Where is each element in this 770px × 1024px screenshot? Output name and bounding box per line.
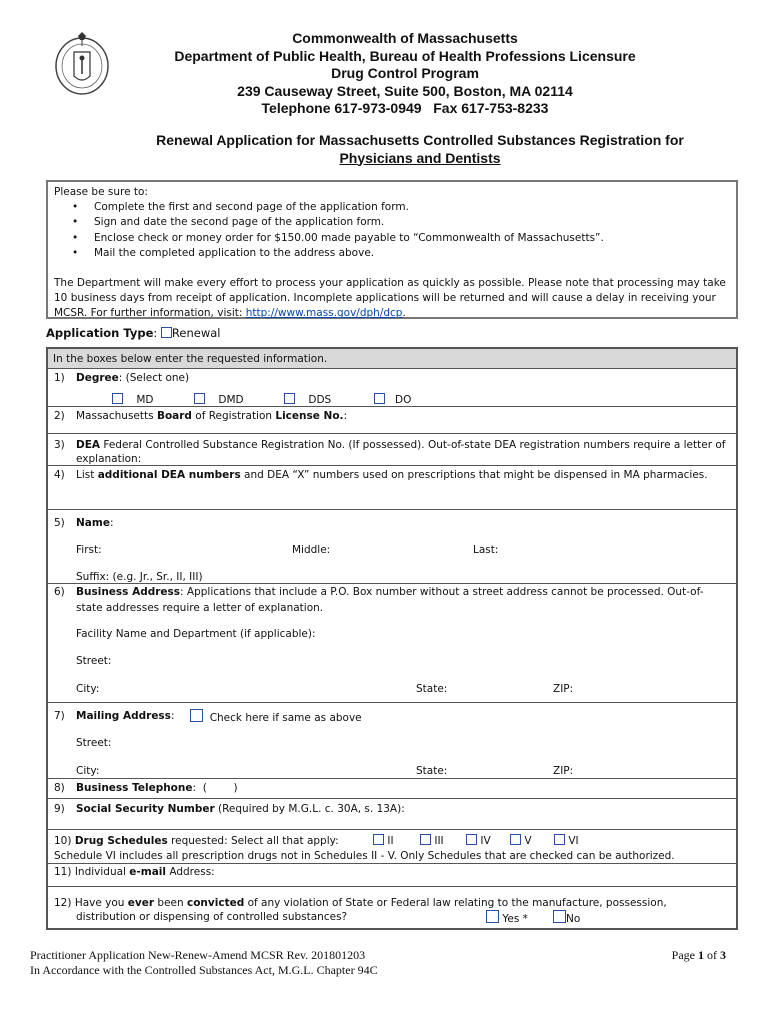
q12-text-mid: been [154,897,187,909]
q1-number: 1) [54,372,65,384]
instructions-box [46,180,738,319]
q8-label: Business Telephone [76,782,193,794]
schedule-iii-option[interactable] [420,834,444,847]
q11-bold: e-mail [129,866,167,878]
q2-number: 2) [54,410,65,422]
schedule-iii-label: III [434,835,444,847]
divider [48,829,736,830]
middle-name-field[interactable]: Middle: [292,544,331,556]
q5-label: Name [76,517,110,529]
application-type-label: Application Type [46,326,154,340]
last-name-field[interactable]: Last: [473,544,499,556]
schedule-vi-note: Schedule VI includes all prescription drugs not in Schedules II - V. Only Schedules that are checked can be authorized. [54,850,675,862]
divider [48,863,736,864]
q7-label: Mailing Address [76,710,171,722]
list-item: • Mail the completed application to the address above. [94,246,730,261]
renewal-label: Renewal [171,326,221,340]
q11-text: Individual [74,866,130,878]
processing-note-end: . [402,307,406,320]
application-form [46,347,738,930]
degree-option-md[interactable] [112,393,154,406]
q2-bold-board: Board [156,410,192,422]
business-street-field[interactable]: Street: [76,655,112,667]
renewal-checkbox[interactable] [161,327,172,338]
footer-line-1: Practitioner Application New-Renew-Amend MCSR Rev. 201801203 [30,948,366,962]
q2-field[interactable] [76,410,347,422]
q3-number: 3) [54,439,65,451]
divider [48,465,736,466]
q8-number: 8) [54,782,65,794]
q12-text-post: of any violation of State or Federal law relating to the manufacture, possession, [244,897,667,909]
schedule-iv-label: IV [480,835,491,847]
title-line-2: Physicians and Dentists [339,149,501,166]
footer [30,948,378,978]
schedule-ii-label: II [387,835,394,847]
q9-label: Social Security Number [76,803,215,815]
q6-text: : Applications that include a P.O. Box number without a street address cannot be processed. Out-of- [180,586,704,598]
facility-field[interactable]: Facility Name and Department (if applicable): [76,628,316,640]
form-instructions-row: In the boxes below enter the requested information. [48,349,736,369]
dds-label: DDS [308,394,332,406]
q7-number: 7) [54,710,65,722]
no-checkbox[interactable] [553,910,566,923]
divider [48,406,736,407]
q4-field[interactable] [76,469,708,481]
mailing-state-field[interactable]: State: [416,765,448,777]
schedule-iii-checkbox[interactable] [420,834,431,845]
divider [48,583,736,584]
page-of: of [704,948,720,962]
degree-option-do[interactable] [374,393,411,406]
business-city-field[interactable]: City: [76,683,100,695]
same-as-above-option[interactable] [190,709,362,724]
q8-text: : ( ) [192,782,238,794]
schedule-vi-option[interactable] [554,834,579,847]
q10-number: 10) [54,835,72,847]
same-as-above-checkbox[interactable] [190,709,203,722]
dds-checkbox[interactable] [284,393,295,404]
q2-text: Massachusetts [76,410,157,422]
processing-note-1: The Department will make every effort to process your application as quickly as possible. Please note that processing may take [54,277,726,290]
q6-label: Business Address [76,586,181,598]
q4-text: List [76,469,98,481]
total-pages: 3 [720,948,726,962]
q2-colon: : [343,410,348,422]
yes-label: Yes * [502,913,528,925]
ssn-field[interactable] [76,803,405,815]
title-line-1: Renewal Application for Massachusetts Controlled Substances Registration for [156,132,684,148]
schedule-v-label: V [524,835,532,847]
q12-number: 12) [54,897,72,909]
q3-text-2: explanation: [76,453,142,465]
q10-label: Drug Schedules [74,835,168,847]
mailing-city-field[interactable]: City: [76,765,100,777]
divider [48,702,736,703]
q6-text-2: state addresses require a letter of explanation. [76,602,324,614]
agency-header [140,30,670,118]
current-page: 1 [698,948,704,962]
q2-text-mid: of Registration [191,410,276,422]
email-field[interactable] [54,866,215,878]
dcp-website-link[interactable]: http://www.mass.gov/dph/dcp [245,307,403,320]
q3-bold: DEA [76,439,101,451]
q3-text: Federal Controlled Substance Registration No. (If possessed). Out-of-state DEA registration numbers require a letter of [100,439,726,451]
business-telephone-field[interactable] [76,782,238,794]
no-label: No [566,913,581,925]
instructions-intro: Please be sure to: [54,186,148,198]
yes-checkbox[interactable] [486,910,499,923]
q1-label: Degree [76,372,119,384]
divider [48,798,736,799]
mailing-zip-field[interactable]: ZIP: [553,765,574,777]
do-checkbox[interactable] [374,393,385,404]
divider [48,886,736,887]
list-item: • Sign and date the second page of the application form. [94,215,730,230]
q6-number: 6) [54,586,65,598]
application-type-colon: : [153,326,158,340]
q4-bold: additional DEA numbers [97,469,241,481]
mailing-street-field[interactable]: Street: [76,737,112,749]
q12-bold-convicted: convicted [186,897,245,909]
processing-note-3: MCSR. For further information, visit: [54,307,246,320]
q2-bold-license: License No. [275,410,344,422]
q11-number: 11) [54,866,72,878]
dmd-checkbox[interactable] [194,393,205,404]
header-line-3: Drug Control Program [331,65,479,81]
footer-line-2: In Accordance with the Controlled Substances Act, M.G.L. Chapter 94C [30,963,378,977]
q1-hint: : (Select one) [118,372,190,384]
divider [48,433,736,434]
do-label: DO [395,394,412,406]
degree-option-dds[interactable] [284,393,331,406]
conviction-yes-option[interactable] [486,910,528,925]
schedule-ii-checkbox[interactable] [373,834,384,845]
md-label: MD [136,394,154,406]
business-zip-field[interactable]: ZIP: [553,683,574,695]
q3-field[interactable] [76,439,725,451]
schedule-vi-checkbox[interactable] [554,834,565,845]
list-item: • Enclose check or money order for $150.00 made payable to “Commonwealth of Massachusetts”. [94,231,730,246]
schedule-vi-label: VI [568,835,579,847]
q10-text: requested: Select all that apply: [167,835,339,847]
header-line-5: Telephone 617-973-0949 Fax 617-753-8233 [261,100,549,116]
first-name-field[interactable]: First: [76,544,102,556]
same-as-above-label: Check here if same as above [209,712,362,724]
schedule-iv-option[interactable] [466,834,491,847]
header-line-1: Commonwealth of Massachusetts [292,30,518,46]
q5-number: 5) [54,517,65,529]
massachusetts-seal [52,30,112,98]
q4-number: 4) [54,469,65,481]
q12-text: Have you [74,897,128,909]
business-state-field[interactable]: State: [416,683,448,695]
page-number [672,948,726,963]
q4-text-post: and DEA “X” numbers used on prescriptions that might be dispensed in MA pharmacies. [240,469,708,481]
processing-note-2: 10 business days from receipt of application. Incomplete applications will be returned and will cause a delay in receiving your [54,292,716,305]
application-type [46,326,220,340]
conviction-no-option[interactable] [553,910,580,925]
q9-number: 9) [54,803,65,815]
page-label: Page [671,948,698,962]
header-line-4: 239 Causeway Street, Suite 500, Boston, MA 02114 [237,82,573,99]
suffix-field[interactable]: Suffix: (e.g. Jr., Sr., II, III) [76,571,203,583]
schedule-ii-option[interactable] [373,834,394,847]
instructions-list [54,200,730,261]
q12-bold-ever: ever [127,897,155,909]
q12-text-2: distribution or dispensing of controlled substances? [76,911,348,923]
q11-text-post: Address: [166,866,215,878]
dmd-label: DMD [218,394,244,406]
q5-colon: : [109,517,114,529]
schedule-v-checkbox[interactable] [510,834,521,845]
md-checkbox[interactable] [112,393,123,404]
schedule-iv-checkbox[interactable] [466,834,477,845]
header-line-2: Department of Public Health, Bureau of Health Professions Licensure [174,47,636,64]
list-item: • Complete the first and second page of the application form. [94,200,730,215]
form-title [90,132,750,167]
degree-option-dmd[interactable] [194,393,244,406]
divider [48,509,736,510]
schedule-v-option[interactable] [510,834,532,847]
divider [48,778,736,779]
q7-colon: : [170,710,175,722]
q9-text: (Required by M.G.L. c. 30A, s. 13A): [214,803,405,815]
